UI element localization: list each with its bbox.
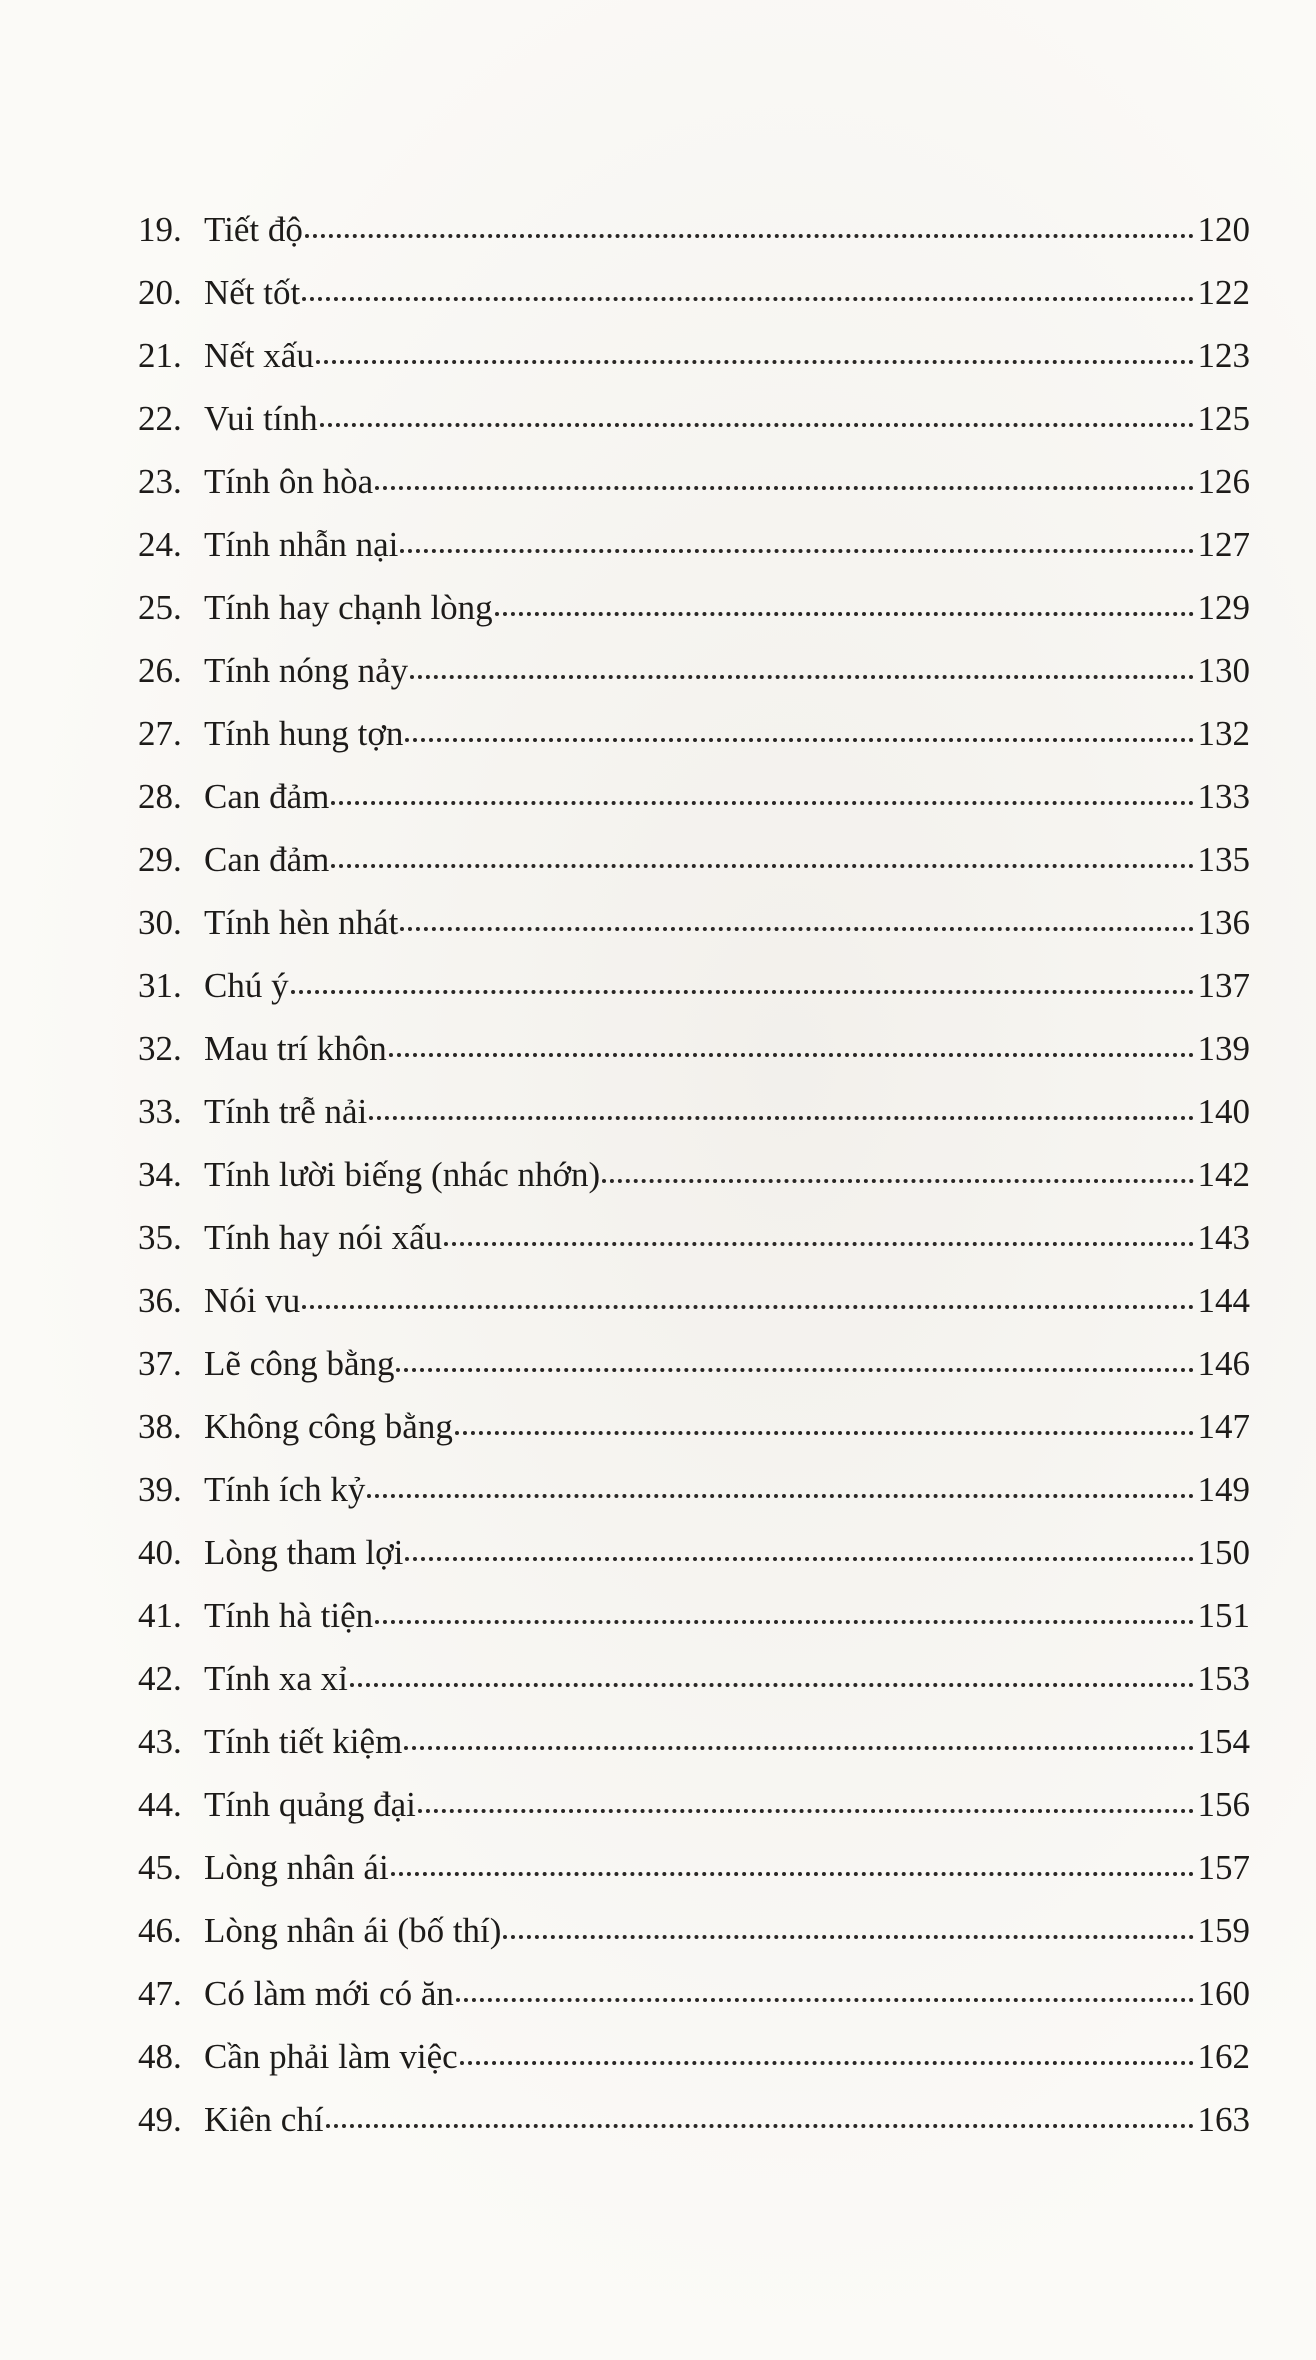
toc-entry-number: 36. <box>138 1281 182 1320</box>
toc-entry-number: 31. <box>138 966 182 1005</box>
toc-dot-leader <box>369 1110 1193 1120</box>
toc-dot-leader <box>404 1740 1193 1750</box>
toc-entry-title: Tính ích kỷ <box>204 1470 366 1509</box>
toc-entry-page-number: 144 <box>1197 1281 1250 1320</box>
toc-entry-page-number: 151 <box>1197 1596 1250 1635</box>
toc-entry-number: 27. <box>138 714 182 753</box>
toc-dot-leader <box>391 1866 1194 1876</box>
toc-entry <box>138 954 1250 1017</box>
toc-entry <box>138 1458 1250 1521</box>
toc-entry-page-number: 120 <box>1197 210 1250 249</box>
toc-entry-title: Can đảm <box>204 840 330 879</box>
toc-entry <box>138 765 1250 828</box>
toc-entry-page-number: 127 <box>1197 525 1250 564</box>
toc-entry-page-number: 154 <box>1197 1722 1250 1761</box>
toc-entry-number: 25. <box>138 588 182 627</box>
toc-entry-title: Kiên chí <box>204 2100 324 2139</box>
toc-dot-leader <box>456 1992 1194 2002</box>
toc-entry-page-number: 135 <box>1197 840 1250 879</box>
toc-entry-title: Cần phải làm việc <box>204 2037 458 2076</box>
toc-dot-leader <box>305 228 1194 238</box>
toc-entry-page-number: 163 <box>1197 2100 1250 2139</box>
toc-dot-leader <box>302 291 1193 301</box>
toc-entry-number: 20. <box>138 273 182 312</box>
toc-dot-leader <box>396 1362 1193 1372</box>
toc-entry <box>138 1017 1250 1080</box>
toc-entry-number: 45. <box>138 1848 182 1887</box>
toc-entry <box>138 639 1250 702</box>
toc-entry-title: Tính hà tiện <box>204 1596 374 1635</box>
toc-entry <box>138 387 1250 450</box>
toc-entry-page-number: 149 <box>1197 1470 1250 1509</box>
toc-entry-page-number: 132 <box>1197 714 1250 753</box>
toc-entry <box>138 261 1250 324</box>
toc-entry <box>138 450 1250 513</box>
toc-entry <box>138 1584 1250 1647</box>
toc-entry-page-number: 147 <box>1197 1407 1250 1446</box>
toc-dot-leader <box>495 606 1194 616</box>
toc-entry <box>138 1332 1250 1395</box>
toc-entry-title: Có làm mới có ăn <box>204 1974 454 2013</box>
toc-dot-leader <box>460 2055 1194 2065</box>
toc-entry-title: Tính nóng nảy <box>204 651 409 690</box>
toc-entry-title: Lòng nhân ái (bố thí) <box>204 1911 502 1950</box>
toc-dot-leader <box>291 984 1194 994</box>
toc-entry <box>138 1836 1250 1899</box>
toc-entry-page-number: 140 <box>1197 1092 1250 1131</box>
toc-entry <box>138 1395 1250 1458</box>
toc-entry-title: Nết tốt <box>204 273 301 312</box>
toc-entry-number: 41. <box>138 1596 182 1635</box>
toc-entry-page-number: 133 <box>1197 777 1250 816</box>
toc-dot-leader <box>455 1425 1194 1435</box>
toc-entry-page-number: 146 <box>1197 1344 1250 1383</box>
toc-entry-number: 37. <box>138 1344 182 1383</box>
toc-entry <box>138 1773 1250 1836</box>
toc-entry-number: 44. <box>138 1785 182 1824</box>
toc-entry-title: Chú ý <box>204 966 289 1005</box>
toc-dot-leader <box>405 732 1193 742</box>
toc-entry <box>138 828 1250 891</box>
toc-entry-number: 43. <box>138 1722 182 1761</box>
toc-entry-title: Tiết độ <box>204 210 303 249</box>
toc-entry-number: 38. <box>138 1407 182 1446</box>
toc-entry-number: 23. <box>138 462 182 501</box>
toc-entry <box>138 1710 1250 1773</box>
toc-entry-title: Tính hay nói xấu <box>204 1218 443 1257</box>
toc-entry-page-number: 126 <box>1197 462 1250 501</box>
toc-dot-leader <box>331 858 1193 868</box>
toc-entry-number: 48. <box>138 2037 182 2076</box>
toc-dot-leader <box>400 921 1193 931</box>
toc-entry-number: 39. <box>138 1470 182 1509</box>
toc-entry-title: Tính xa xỉ <box>204 1659 348 1698</box>
toc-entry-title: Tính lười biếng (nhác nhớn) <box>204 1155 601 1194</box>
toc-dot-leader <box>389 1047 1194 1057</box>
toc-entry-title: Tính hèn nhát <box>204 903 399 942</box>
toc-entry <box>138 2088 1250 2151</box>
toc-entry-page-number: 129 <box>1197 588 1250 627</box>
toc-entry <box>138 1899 1250 1962</box>
toc-entry <box>138 1647 1250 1710</box>
toc-entry <box>138 1962 1250 2025</box>
toc-entry <box>138 1080 1250 1143</box>
toc-entry-page-number: 157 <box>1197 1848 1250 1887</box>
toc-entry-number: 47. <box>138 1974 182 2013</box>
toc-entry-number: 22. <box>138 399 182 438</box>
toc-entry-title: Tính nhẫn nại <box>204 525 399 564</box>
toc-entry <box>138 513 1250 576</box>
toc-dot-leader <box>418 1803 1194 1813</box>
table-of-contents <box>138 198 1250 2151</box>
toc-entry <box>138 576 1250 639</box>
toc-entry-page-number: 136 <box>1197 903 1250 942</box>
toc-entry-title: Lẽ công bằng <box>204 1344 395 1383</box>
toc-entry-number: 29. <box>138 840 182 879</box>
toc-entry-page-number: 150 <box>1197 1533 1250 1572</box>
toc-entry-title: Tính ôn hòa <box>204 462 374 501</box>
toc-dot-leader <box>375 480 1193 490</box>
toc-entry-page-number: 153 <box>1197 1659 1250 1698</box>
toc-entry-number: 33. <box>138 1092 182 1131</box>
toc-entry-page-number: 160 <box>1197 1974 1250 2013</box>
toc-entry <box>138 1206 1250 1269</box>
toc-entry-title: Không công bằng <box>204 1407 453 1446</box>
toc-entry-title: Tính hung tợn <box>204 714 404 753</box>
toc-entry <box>138 891 1250 954</box>
toc-entry-number: 35. <box>138 1218 182 1257</box>
toc-dot-leader <box>405 1551 1193 1561</box>
toc-entry <box>138 198 1250 261</box>
toc-entry-number: 42. <box>138 1659 182 1698</box>
toc-entry <box>138 1269 1250 1332</box>
toc-dot-leader <box>350 1677 1194 1687</box>
toc-entry-title: Lòng nhân ái <box>204 1848 389 1887</box>
toc-entry-number: 40. <box>138 1533 182 1572</box>
toc-entry-page-number: 159 <box>1197 1911 1250 1950</box>
toc-dot-leader <box>316 354 1194 364</box>
toc-entry-title: Tính hay chạnh lòng <box>204 588 493 627</box>
toc-entry-title: Nói vu <box>204 1281 301 1320</box>
toc-entry <box>138 324 1250 387</box>
toc-entry-title: Tính trễ nải <box>204 1092 368 1131</box>
toc-entry-number: 30. <box>138 903 182 942</box>
toc-entry-page-number: 156 <box>1197 1785 1250 1824</box>
toc-entry-number: 32. <box>138 1029 182 1068</box>
toc-entry-title: Tính tiết kiệm <box>204 1722 403 1761</box>
toc-entry-title: Tính quảng đại <box>204 1785 416 1824</box>
toc-dot-leader <box>326 2118 1194 2128</box>
toc-entry-page-number: 162 <box>1197 2037 1250 2076</box>
toc-dot-leader <box>367 1488 1193 1498</box>
toc-entry-number: 46. <box>138 1911 182 1950</box>
toc-dot-leader <box>331 795 1193 805</box>
toc-entry-page-number: 130 <box>1197 651 1250 690</box>
toc-entry-number: 24. <box>138 525 182 564</box>
toc-entry-number: 26. <box>138 651 182 690</box>
toc-entry-page-number: 143 <box>1197 1218 1250 1257</box>
toc-dot-leader <box>503 1929 1193 1939</box>
toc-entry-number: 19. <box>138 210 182 249</box>
toc-dot-leader <box>320 417 1194 427</box>
toc-dot-leader <box>410 669 1193 679</box>
toc-dot-leader <box>400 543 1193 553</box>
toc-dot-leader <box>602 1173 1193 1183</box>
toc-dot-leader <box>375 1614 1193 1624</box>
toc-entry <box>138 1521 1250 1584</box>
toc-dot-leader <box>444 1236 1193 1246</box>
toc-entry-page-number: 125 <box>1197 399 1250 438</box>
toc-entry-page-number: 137 <box>1197 966 1250 1005</box>
toc-entry-title: Can đảm <box>204 777 330 816</box>
toc-entry-title: Nết xấu <box>204 336 314 375</box>
toc-entry-page-number: 142 <box>1197 1155 1250 1194</box>
toc-entry <box>138 1143 1250 1206</box>
toc-entry-title: Lòng tham lợi <box>204 1533 404 1572</box>
toc-entry-number: 21. <box>138 336 182 375</box>
toc-entry <box>138 2025 1250 2088</box>
toc-dot-leader <box>302 1299 1193 1309</box>
toc-entry-number: 28. <box>138 777 182 816</box>
toc-entry-number: 49. <box>138 2100 182 2139</box>
toc-entry-page-number: 122 <box>1197 273 1250 312</box>
toc-entry <box>138 702 1250 765</box>
toc-entry-page-number: 139 <box>1197 1029 1250 1068</box>
toc-entry-number: 34. <box>138 1155 182 1194</box>
toc-entry-title: Mau trí khôn <box>204 1029 387 1068</box>
toc-entry-title: Vui tính <box>204 399 318 438</box>
toc-entry-page-number: 123 <box>1197 336 1250 375</box>
